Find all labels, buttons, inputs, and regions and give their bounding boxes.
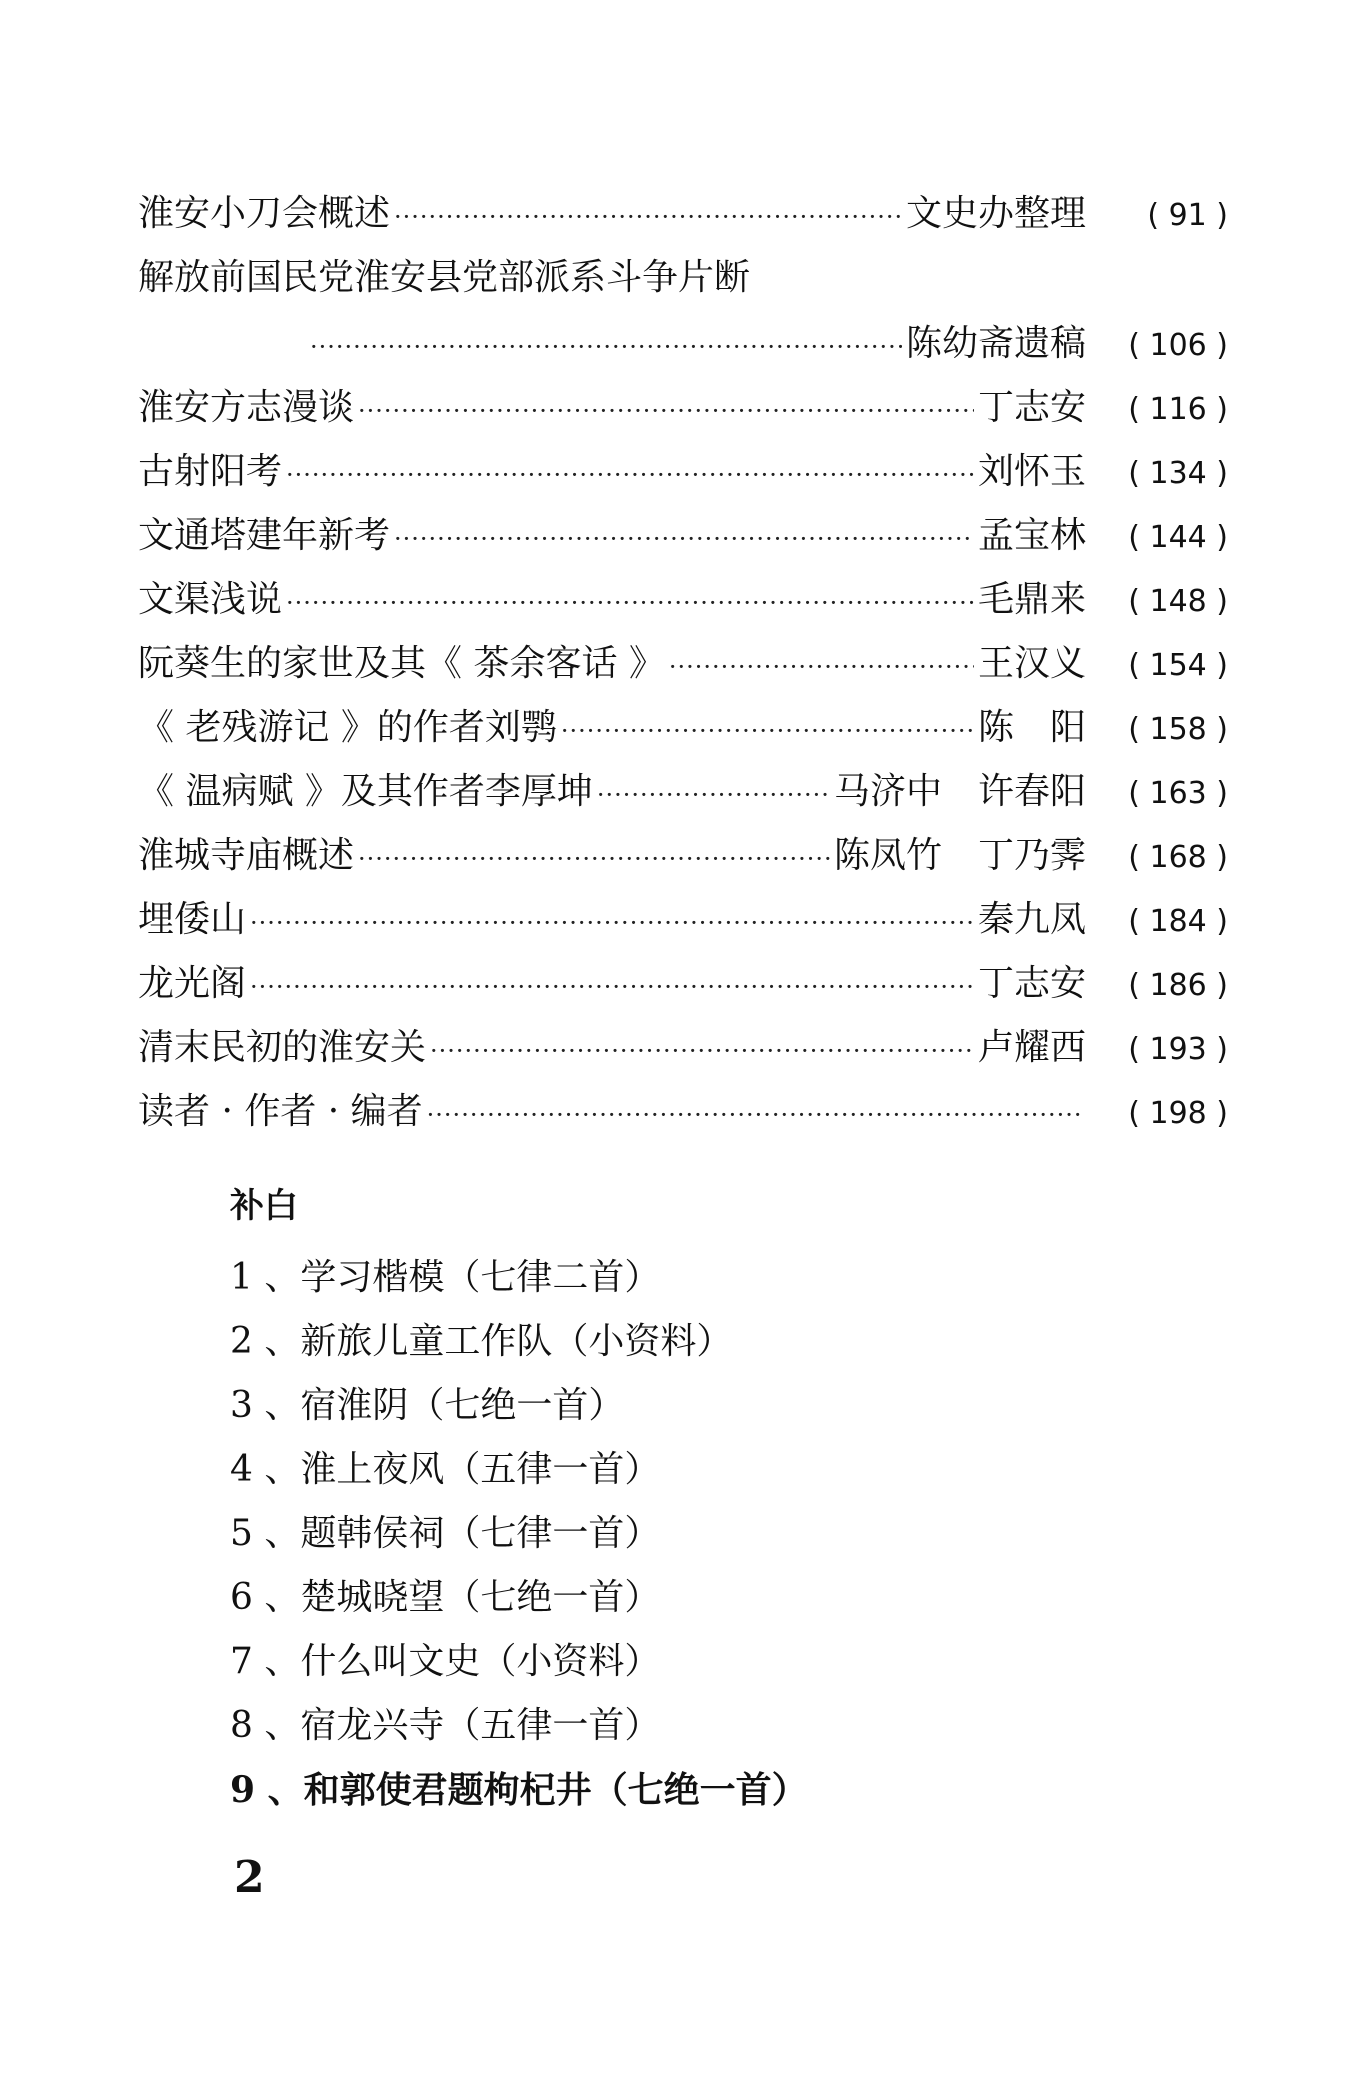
toc-entry-title: 淮安方志漫谈 [138, 387, 355, 428]
toc-entry-title: 读者 · 作者 · 编者 [138, 1091, 423, 1132]
supplement-section [230, 1178, 808, 1822]
supplement-item: 3 、宿淮阴（七绝一首） [230, 1385, 625, 1426]
toc-entry [138, 952, 1228, 1016]
toc-entry-author: 孟宝林 [977, 515, 1086, 556]
toc-leader-dots [394, 185, 902, 249]
toc-entry-author: 文史办整理 [905, 193, 1086, 234]
toc-entry-author: 王汉义 [977, 643, 1086, 684]
toc-entry-page: ( 158 ) [1128, 712, 1228, 747]
supplement-item: 6 、楚城晓望（七绝一首） [230, 1577, 661, 1618]
toc-entry-page: ( 184 ) [1128, 904, 1228, 939]
toc-entry-page: ( 134 ) [1128, 456, 1228, 491]
supplement-item: 1 、学习楷模（七律二首） [230, 1257, 661, 1298]
supplement-item: 4 、淮上夜风（五律一首） [230, 1449, 661, 1490]
toc-leader-dots [250, 955, 974, 1019]
supplement-heading: 补白 [230, 1186, 298, 1226]
toc-leader-dots [561, 699, 974, 763]
toc-entry-page: ( 154 ) [1128, 648, 1228, 683]
toc-leader-dots [286, 443, 974, 507]
toc-entry-title: 古射阳考 [138, 451, 283, 492]
toc-leader-dots [430, 1019, 974, 1083]
toc-leader-dots [250, 891, 974, 955]
toc-entry [138, 182, 1228, 246]
toc-entry-page: ( 198 ) [1128, 1096, 1228, 1131]
toc-leader-dots [310, 315, 902, 379]
toc-leader-dots [358, 827, 830, 891]
toc-entry [138, 376, 1228, 440]
toc-entry-continuation [138, 312, 1228, 376]
toc-entry [138, 1080, 1228, 1144]
toc-entry-page: ( 163 ) [1128, 776, 1228, 811]
toc-entry-author: 丁志安 [977, 387, 1086, 428]
page-number: 2 [234, 1852, 265, 1903]
toc-entry-page: ( 116 ) [1128, 392, 1228, 427]
toc-entry [138, 888, 1228, 952]
toc-entry-title: 文渠浅说 [138, 579, 283, 620]
toc-entry [138, 504, 1228, 568]
toc-entry [138, 440, 1228, 504]
supplement-item: 8 、宿龙兴寺（五律一首） [230, 1705, 661, 1746]
toc-entry-author: 陈幼斋遗稿 [905, 323, 1086, 364]
toc-entry-author: 毛鼎来 [977, 579, 1086, 620]
toc-leader-dots [597, 763, 830, 827]
toc-entry-page: ( 106 ) [1128, 328, 1228, 363]
toc-entry [138, 760, 1228, 824]
toc-entry [138, 1016, 1228, 1080]
toc-entry-title: 解放前国民党淮安县党部派系斗争片断 [138, 257, 751, 298]
toc-leader-dots [394, 507, 974, 571]
toc-entry-title: 淮城寺庙概述 [138, 835, 355, 876]
toc-entry-title: 龙光阁 [138, 963, 247, 1004]
toc-leader-dots [669, 635, 974, 699]
toc-entry-page: ( 144 ) [1128, 520, 1228, 555]
toc-entry-page: ( 91 ) [1147, 198, 1228, 233]
supplement-item: 2 、新旅儿童工作队（小资料） [230, 1321, 733, 1362]
toc-entry-page: ( 186 ) [1128, 968, 1228, 1003]
toc-entry-page: ( 193 ) [1128, 1032, 1228, 1067]
toc-entry-title: 《 老残游记 》的作者刘鹗 [138, 707, 557, 748]
table-of-contents [138, 182, 1228, 1144]
toc-entry [138, 824, 1228, 888]
toc-entry [138, 696, 1228, 760]
toc-entry-title: 文通塔建年新考 [138, 515, 391, 556]
supplement-item: 9 、和郭使君题枸杞井（七绝一首） [230, 1769, 808, 1811]
supplement-item: 5 、题韩侯祠（七律一首） [230, 1513, 661, 1554]
toc-entry-author: 秦九凤 [977, 899, 1086, 940]
toc-entry-author: 陈 阳 [977, 707, 1086, 748]
toc-leader-dots [427, 1083, 1082, 1147]
toc-entry [138, 568, 1228, 632]
toc-entry-author: 马济中 许春阳 [833, 771, 1086, 812]
toc-leader-dots [358, 379, 974, 443]
supplement-item: 7 、什么叫文史（小资料） [230, 1641, 661, 1682]
toc-entry-author: 卢耀西 [977, 1027, 1086, 1068]
toc-entry-title: 清末民初的淮安关 [138, 1027, 427, 1068]
toc-entry-page: ( 168 ) [1128, 840, 1228, 875]
toc-entry-title: 阮葵生的家世及其《 茶余客话 》 [138, 643, 665, 684]
toc-entry [138, 632, 1228, 696]
toc-entry-title: 埋倭山 [138, 899, 247, 940]
toc-entry-title: 淮安小刀会概述 [138, 193, 391, 234]
toc-entry [138, 246, 1228, 312]
toc-entry-author: 刘怀玉 [977, 451, 1086, 492]
toc-entry-page: ( 148 ) [1128, 584, 1228, 619]
toc-entry-title: 《 温病赋 》及其作者李厚坤 [138, 771, 593, 812]
toc-leader-dots [286, 571, 974, 635]
toc-entry-author: 丁志安 [977, 963, 1086, 1004]
toc-entry-author: 陈凤竹 丁乃霁 [833, 835, 1086, 876]
